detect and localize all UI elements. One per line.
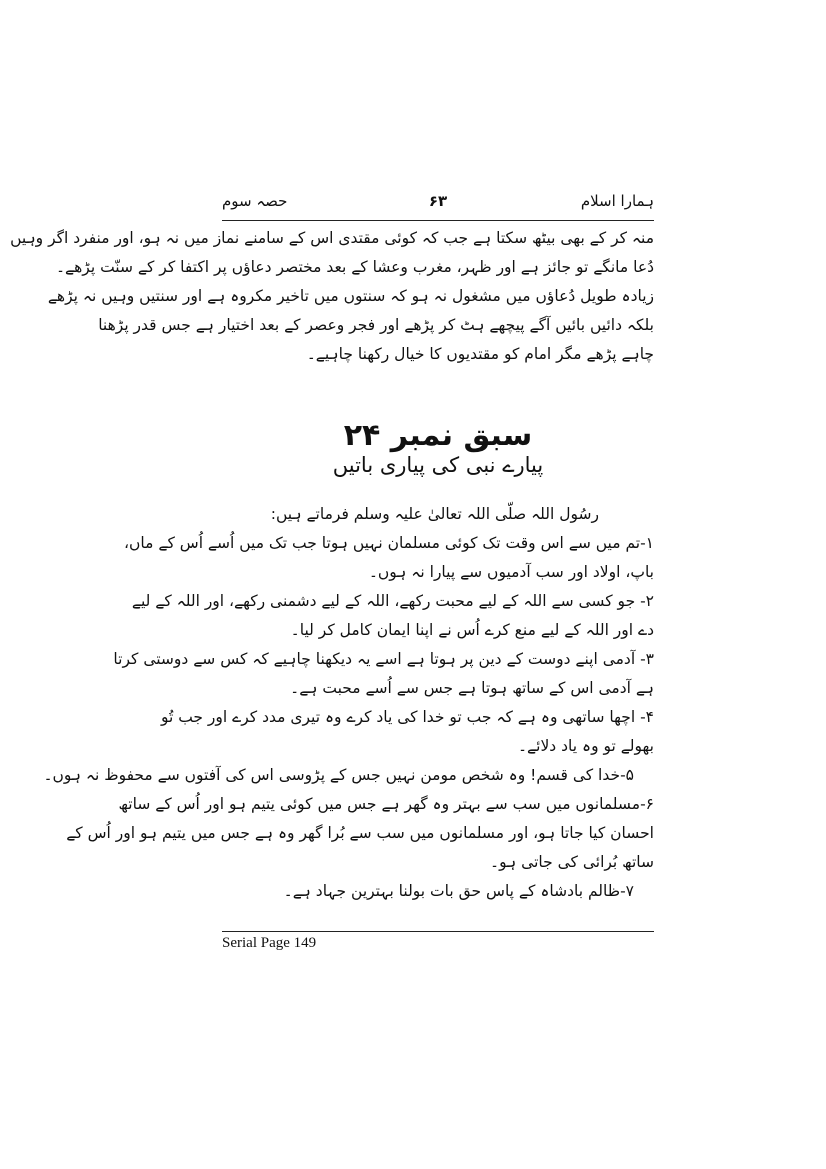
lesson-title: پیارے نبی کی پیاری باتیں [332, 453, 544, 477]
text-line: ۱-تم میں سے اس وقت تک کوئی مسلمان نہیں ہوتا جب تک میں اُسے اُس کے ماں، [124, 534, 654, 552]
text-line: ۴- اچھا ساتھی وہ ہے کہ جب تو خدا کی یاد کرے وہ تیری مدد کرے اور جب تُو [160, 708, 654, 726]
text-line: باپ، اولاد اور سب آدمیوں سے پیارا نہ ہوں۔ [368, 563, 654, 581]
text-line: ہے آدمی اس کے ساتھ ہوتا ہے جس سے اُسے محبت ہے۔ [290, 679, 654, 697]
text-line: ساتھ بُرائی کی جاتی ہو۔ [490, 853, 654, 871]
text-line: ۵-خدا کی قسم! وہ شخص مومن نہیں جس کے پڑوسی اس کی آفتوں سے محفوظ نہ ہوں۔ [43, 766, 634, 784]
text-line: احسان کیا جاتا ہو، اور مسلمانوں میں سب سے بُرا گھر وہ ہے جس میں یتیم ہو اور اُس کے [66, 824, 654, 842]
text-line: منہ کر کے بھی بیٹھ سکتا ہے جب کہ کوئی مقتدی اس کے سامنے نماز میں نہ ہو، اور منفرد اگر وہیں [10, 229, 654, 247]
text-line: زیادہ طویل دُعاؤں میں مشغول نہ ہو کہ سنتوں میں تاخیر مکروہ ہے اور سنتیں وہیں نہ پڑھے [47, 287, 654, 305]
text-line: دے اور اللہ کے لیے منع کرے اُس نے اپنا ایمان کامل کر لیا۔ [290, 621, 654, 639]
part-label: حصہ سوم [222, 192, 288, 210]
text-line: رسُول اللہ صلّی اللہ تعالیٰ علیہ وسلم فرماتے ہیں: [270, 505, 599, 523]
text-line: ۲- جو کسی سے اللہ کے لیے محبت رکھے، اللہ کے لیے دشمنی رکھے، اور اللہ کے لیے [131, 592, 654, 610]
text-line: ۳- آدمی اپنے دوست کے دین پر ہوتا ہے اسے یہ دیکھنا چاہیے کہ کس سے دوستی کرتا [113, 650, 654, 668]
page-number: ۶۳ [428, 192, 448, 210]
text-line: دُعا مانگے تو جائز ہے اور ظہر، مغرب وعشا کے بعد مختصر دعاؤں پر اکتفا کر کے سنّت پڑھے۔ [55, 258, 654, 276]
text-line: بھولے تو وہ یاد دلائے۔ [517, 737, 654, 755]
text-line: ۷-ظالم بادشاہ کے پاس حق بات بولنا بہترین جہاد ہے۔ [283, 882, 634, 900]
lesson-body [43, 500, 654, 906]
text-line: چاہے پڑھے مگر امام کو مقتدیوں کا خیال رکھنا چاہیے۔ [306, 345, 654, 363]
book-title: ہمارا اسلام [580, 192, 654, 210]
text-line: بلکہ دائیں بائیں آگے پیچھے ہٹ کر پڑھے اور فجر وعصر کے بعد اختیار ہے جس قدر پڑھنا [98, 316, 654, 334]
lesson-number: سبق نمبر ۲۴ [343, 418, 533, 453]
footer-rule [222, 931, 654, 932]
intro-paragraph [10, 224, 654, 369]
text-line: ۶-مسلمانوں میں سب سے بہتر وہ گھر ہے جس میں کوئی یتیم ہو اور اُس کے ساتھ [118, 795, 654, 813]
serial-page-label: Serial Page 149 [222, 935, 317, 951]
page-header [222, 192, 654, 218]
header-rule [222, 220, 654, 221]
